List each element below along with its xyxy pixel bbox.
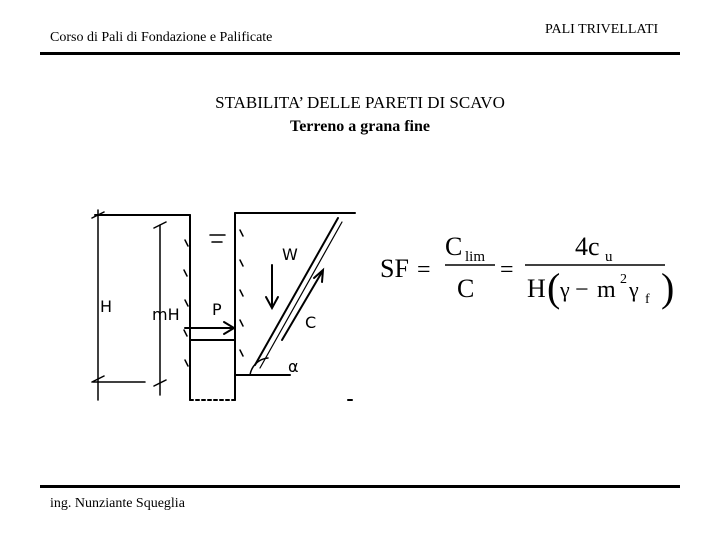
formula-den2-minus: − — [575, 277, 589, 303]
label-p: P — [212, 300, 222, 319]
author-name: ing. Nunziante Squeglia — [50, 496, 185, 511]
label-c: C — [305, 313, 317, 332]
formula-num1-sub: lim — [465, 249, 486, 265]
slide-title: STABILITA’ DELLE PARETI DI SCAVO — [215, 93, 505, 112]
formula-eq1: = — [417, 257, 431, 283]
formula-eq2: = — [500, 257, 514, 283]
formula-den2-sub-f: f — [645, 292, 650, 307]
formula-den2-gamma: γ — [560, 277, 570, 302]
formula-num2-sub: u — [605, 249, 613, 265]
formula-den2-h: H — [527, 274, 546, 303]
header-divider — [40, 52, 680, 55]
formula-paren-open: ( — [547, 265, 561, 310]
course-title: Corso di Pali di Fondazione e Palificate — [50, 30, 273, 45]
formula-den2-m: m — [597, 277, 616, 303]
label-mh: mH — [152, 305, 180, 324]
label-alpha: α — [288, 357, 299, 376]
formula-den1: C — [457, 274, 475, 303]
formula-paren-close: ) — [661, 265, 675, 310]
safety-factor-formula — [375, 225, 695, 325]
section-title: PALI TRIVELLATI — [545, 22, 659, 37]
formula-num2: 4c — [575, 232, 600, 261]
label-h: H — [100, 297, 113, 316]
label-w: W — [282, 245, 298, 264]
slide-subtitle: Terreno a grana fine — [290, 118, 430, 135]
formula-den2-exp: 2 — [620, 272, 627, 287]
footer-divider — [40, 485, 680, 488]
excavation-sketch — [90, 200, 365, 410]
formula-den2-gamma-f: γ — [629, 277, 639, 302]
formula-num1: C — [445, 232, 463, 261]
formula-sf: SF — [380, 254, 409, 283]
